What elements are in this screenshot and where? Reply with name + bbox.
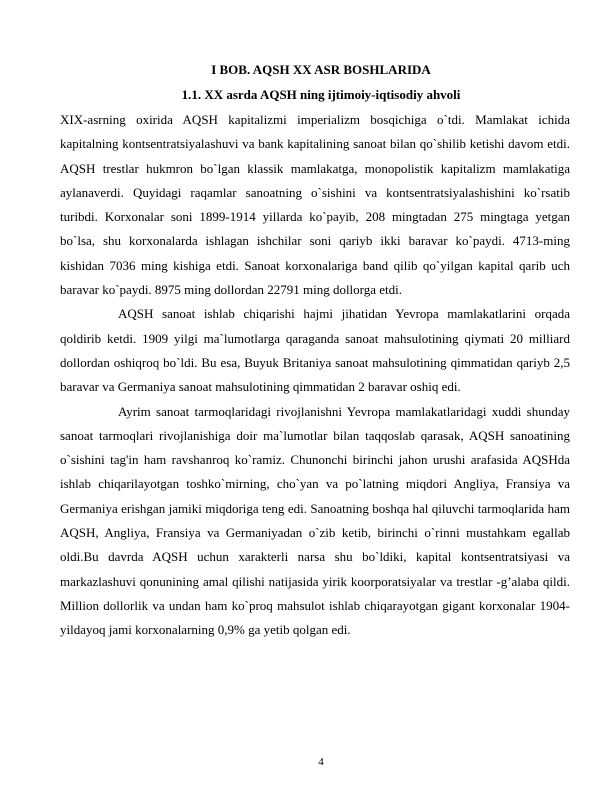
paragraph-3-text: Ayrim sanoat tarmoqlaridagi rivojlanishni Yevropa mamlakatlaridagi xuddi shunday sanoat tarmoqlari rivojlanishiga doir ma`lumotlar bilan taqqoslab qarasak, AQSH sanoatining o`sishini tag'in ham ravshanroq ko`ramiz. Chunonchi birinchi jahon urushi arafasida AQSHda ishlab chiqarilayotgan toshko`mirning, cho`yan va po`latning miqdori Angliya, Fransiya va Germaniya erishgan jamiki miqdoriga teng edi. Sanoatning boshqa hal qiluvchi tarmoqlarida ham AQSH, Angliya, Fransiya va Germaniyadan o`zib ketib, birinchi o`rinni mustahkam egallab oldi.Bu davrda AQSH uchun xarakterli narsa shu bo`ldiki, kapital kontsentratsiyasi va markazlashuvi qonunining amal qilishi natijasida yirik koorporatsiyalar va trestlar -g’alaba qildi. Million dollorlik va undan ham ko`proq mahsulot ishlab chiqarayotgan gigant korxonalar 1904-yildayoq jami korxonalarning 0,9% ga yetib qolgan edi. [60,403,570,638]
page-number: 4 [318,756,324,768]
chapter-title: I BOB. AQSH XX ASR BOSHLARIDA [211,62,431,77]
section-title: 1.1. XX asrda AQSH ning ijtimoiy-iqtisodiy ahvoli [181,87,461,102]
paragraph-1-text: XIX-asrning oxirida AQSH kapitalizmi imperializm bosqichiga o`tdi. Mamlakat ichida kapitalning kontsentratsiyalashuvi va bank kapitalining sanoat bilan qo`shilib ketishi davom etdi. AQSH trestlar hukmron bo`lgan klassik mamlakatga, monopolistik kapitalizm mamlakatiga aylanaverdi. Quyidagi raqamlar sanoatning o`sishini va kontsentratsiyalashishini ko`rsatib turibdi. Korxonalar soni 1899-1914 yillarda ko`payib, 208 mingtadan 275 mingtaga yetgan bo`lsa, shu korxonalarda ishlagan ishchilar soni qariyb ikki baravar ko`paydi. 4713-ming kishidan 7036 ming kishiga etdi. Sanoat korxonalariga band qilib qo`yilgan kapital qarib uch baravar ko`paydi. 8975 ming dollordan 22791 ming dollorga etdi. [60,112,570,298]
paragraph-2-text: AQSH sanoat ishlab chiqarishi hajmi jihatidan Yevropa mamlakatlarini orqada qoldirib ketdi. 1909 yilgi ma`lumotlarga qaraganda sanoat mahsulotining qiymati 20 milliard dollordan oshiqroq bo`ldi. Bu esa, Buyuk Britaniya sanoat mahsulotining qimmatidan qariyb 2,5 baravar va Germaniya sanoat mahsulotining qimmatidan 2 baravar oshiq edi. [60,306,570,395]
paragraph-2 [60,302,570,399]
paragraph-1 [60,108,570,302]
paragraph-3 [60,400,570,643]
body-text [60,108,570,643]
